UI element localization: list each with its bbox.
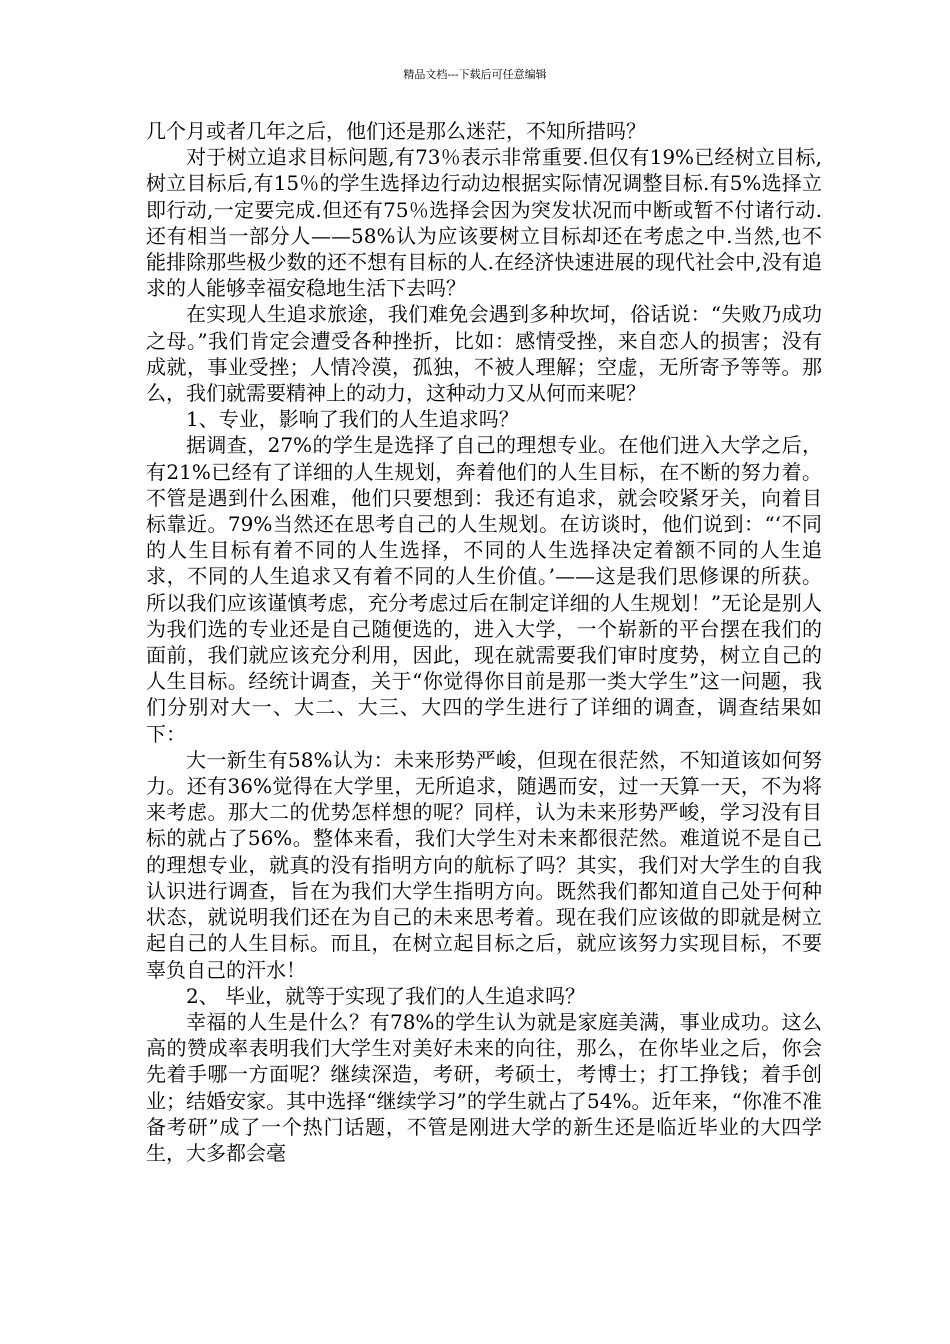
paragraph: 据调查，27%的学生是选择了自己的理想专业。在他们进入大学之后，有21%已经有了详细的人生规划，奔着他们的人生目标，在不断的努力着。不管是遇到什么困难，他们只要想到：我还有追求，就会咬紧牙关，向着目标靠近。79%当然还在思考自己的人生规划。在访谈时，他们说到：“‘不同的人生目标有着不同的人生选择，不同的人生选择决定着额不同的人生追求，不同的人生追求又有着不同的人生价值。’——这是我们思修课的所获。所以我们应该谨慎考虑，充分考虑过后在制定详细的人生规划！”无论是别人为我们选的专业还是自己随便选的，进入大学，一个崭新的平台摆在我们的面前，我们就应该充分利用，因此，现在就需要我们审时度势，树立自己的人生目标。经统计调查，关于“你觉得你目前是那一类大学生”这一问题，我们分别对大一、大二、大三、大四的学生进行了详细的调查，调查结果如下： <box>146 433 822 746</box>
document-body <box>146 118 822 1166</box>
section-heading: 1、专业，影响了我们的人生追求吗？ <box>186 407 519 432</box>
paragraph: 几个月或者几年之后，他们还是那么迷茫，不知所措吗？ <box>146 119 646 143</box>
paragraph: 对于树立追求目标问题,有73％表示非常重要.但仅有19%已经树立目标,树立目标后,有15％的学生选择边行动边根据实际情况调整目标.有5%选择立即行动,一定要完成.但还有75％选择会因为突发状况而中断或暂不付诸行动.还有相当一部分人——58%认为应该要树立目标却还在考虑之中.当然,也不能排除那些极少数的还不想有目标的人.在经济快速进展的现代社会中,没有追求的人能够幸福安稳地生活下去吗？ <box>146 145 822 301</box>
paragraph: 幸福的人生是什么？有78%的学生认为就是家庭美满，事业成功。这么高的赞成率表明我们大学生对美好未来的向往，那么，在你毕业之后，你会先着手哪一方面呢？继续深造，考研，考硕士，考博士；打工挣钱；着手创业；结婚安家。其中选择“继续学习”的学生就占了54%。近年来，“你准不准备考研”成了一个热门话题，不管是刚进大学的新生还是临近毕业的大四学生，大多都会毫 <box>146 1009 822 1165</box>
paragraph: 在实现人生追求旅途，我们难免会遇到多种坎坷，俗话说：“失败乃成功之母。”我们肯定会遭受各种挫折，比如：感情受挫，来自恋人的损害；没有成就，事业受挫；人情冷漠，孤独，不被人理解；空虚，无所寄予等等。那么，我们就需要精神上的动力，这种动力又从何而来呢？ <box>146 302 822 406</box>
paragraph: 大一新生有58%认为：未来形势严峻，但现在很茫然，不知道该如何努力。还有36%觉得在大学里，无所追求，随遇而安，过一天算一天，不为将来考虑。那大二的优势怎样想的呢？同样，认为未来形势严峻，学习没有目标的就占了56%。整体来看，我们大学生对未来都很茫然。难道说不是自己的理想专业，就真的没有指明方向的航标了吗？其实，我们对大学生的自我认识进行调查，旨在为我们大学生指明方向。既然我们都知道自己处于何种状态，就说明我们还在为自己的未来思考着。现在我们应该做的即就是树立起自己的人生目标。而且，在树立起目标之后，就应该努力实现目标，不要辜负自己的汗水！ <box>146 747 822 982</box>
page-header: 精品文档---下载后可任意编辑 <box>403 68 547 81</box>
section-heading: 2、 毕业，就等于实现了我们的人生追求吗？ <box>186 983 586 1008</box>
